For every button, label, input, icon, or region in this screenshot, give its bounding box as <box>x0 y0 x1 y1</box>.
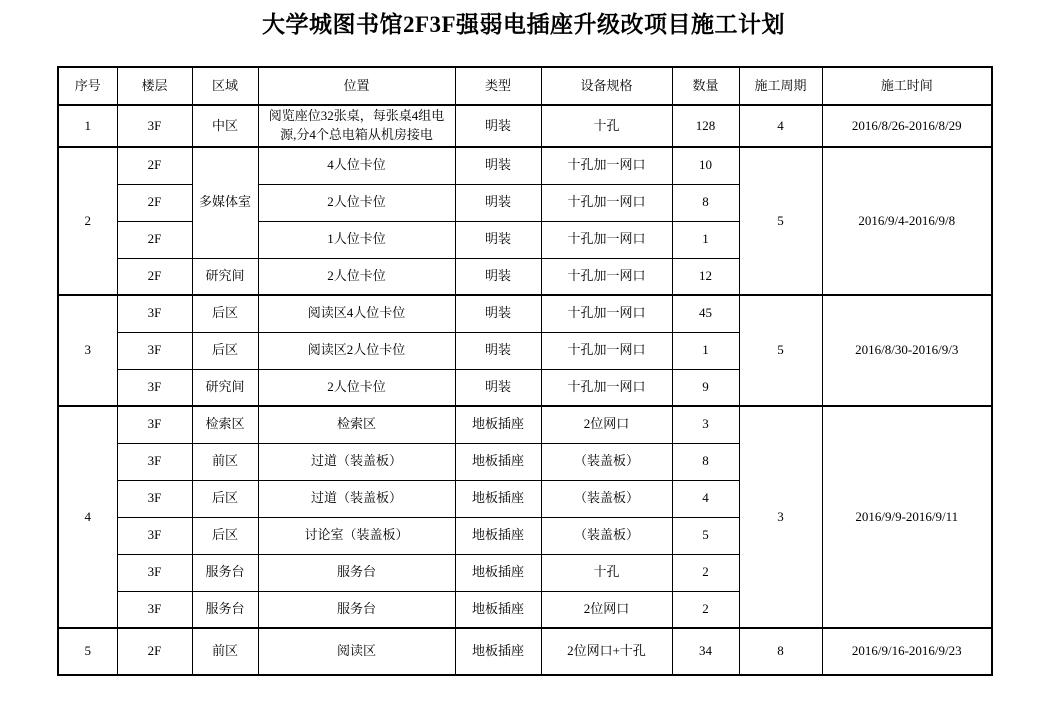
spec-cell: 十孔加一网口 <box>541 369 672 406</box>
floor-cell: 2F <box>117 628 192 675</box>
table-row <box>58 628 992 675</box>
table-row <box>58 105 992 147</box>
quantity-cell: 1 <box>672 332 739 369</box>
quantity-cell: 2 <box>672 591 739 628</box>
area-cell: 服务台 <box>192 591 258 628</box>
location-cell: 2人位卡位 <box>258 369 455 406</box>
table-row <box>58 406 992 443</box>
quantity-cell: 5 <box>672 517 739 554</box>
location-cell: 讨论室（装盖板） <box>258 517 455 554</box>
quantity-cell: 2 <box>672 554 739 591</box>
spec-cell: 十孔加一网口 <box>541 332 672 369</box>
floor-cell: 2F <box>117 184 192 221</box>
period-cell: 5 <box>739 147 822 295</box>
area-cell: 多媒体室 <box>192 147 258 258</box>
type-cell: 地板插座 <box>455 480 541 517</box>
spec-cell: 十孔 <box>541 105 672 147</box>
type-cell: 地板插座 <box>455 628 541 675</box>
spec-cell: （装盖板） <box>541 443 672 480</box>
floor-cell: 3F <box>117 332 192 369</box>
floor-cell: 3F <box>117 480 192 517</box>
spec-cell: 十孔加一网口 <box>541 295 672 332</box>
header-row <box>58 67 992 105</box>
area-cell: 前区 <box>192 443 258 480</box>
area-cell: 检索区 <box>192 406 258 443</box>
column-header-2: 区域 <box>192 67 258 105</box>
floor-cell: 3F <box>117 591 192 628</box>
type-cell: 明装 <box>455 221 541 258</box>
area-cell: 前区 <box>192 628 258 675</box>
floor-cell: 3F <box>117 554 192 591</box>
area-cell: 后区 <box>192 480 258 517</box>
type-cell: 明装 <box>455 258 541 295</box>
floor-cell: 2F <box>117 147 192 184</box>
location-cell: 1人位卡位 <box>258 221 455 258</box>
quantity-cell: 34 <box>672 628 739 675</box>
area-cell: 后区 <box>192 332 258 369</box>
area-cell: 后区 <box>192 517 258 554</box>
quantity-cell: 45 <box>672 295 739 332</box>
column-header-4: 类型 <box>455 67 541 105</box>
construction-plan-table <box>57 66 993 676</box>
quantity-cell: 10 <box>672 147 739 184</box>
type-cell: 明装 <box>455 369 541 406</box>
serial-cell: 2 <box>58 147 117 295</box>
time-cell: 2016/8/26-2016/8/29 <box>822 105 992 147</box>
area-cell: 后区 <box>192 295 258 332</box>
location-cell: 过道（装盖板） <box>258 480 455 517</box>
spec-cell: 十孔加一网口 <box>541 221 672 258</box>
period-cell: 4 <box>739 105 822 147</box>
type-cell: 地板插座 <box>455 443 541 480</box>
period-cell: 3 <box>739 406 822 628</box>
quantity-cell: 128 <box>672 105 739 147</box>
floor-cell: 3F <box>117 295 192 332</box>
location-cell: 2人位卡位 <box>258 184 455 221</box>
type-cell: 明装 <box>455 332 541 369</box>
column-header-7: 施工周期 <box>739 67 822 105</box>
type-cell: 地板插座 <box>455 591 541 628</box>
column-header-0: 序号 <box>58 67 117 105</box>
time-cell: 2016/8/30-2016/9/3 <box>822 295 992 406</box>
location-cell: 阅读区 <box>258 628 455 675</box>
area-cell: 研究间 <box>192 258 258 295</box>
quantity-cell: 8 <box>672 443 739 480</box>
type-cell: 明装 <box>455 105 541 147</box>
time-cell: 2016/9/16-2016/9/23 <box>822 628 992 675</box>
location-cell: 4人位卡位 <box>258 147 455 184</box>
location-cell: 过道（装盖板） <box>258 443 455 480</box>
type-cell: 明装 <box>455 184 541 221</box>
table-row <box>58 147 992 184</box>
column-header-6: 数量 <box>672 67 739 105</box>
area-cell: 服务台 <box>192 554 258 591</box>
spec-cell: （装盖板） <box>541 480 672 517</box>
floor-cell: 2F <box>117 258 192 295</box>
quantity-cell: 9 <box>672 369 739 406</box>
quantity-cell: 12 <box>672 258 739 295</box>
location-cell: 阅读区2人位卡位 <box>258 332 455 369</box>
location-cell: 检索区 <box>258 406 455 443</box>
table-body <box>58 105 992 675</box>
quantity-cell: 1 <box>672 221 739 258</box>
spec-cell: （装盖板） <box>541 517 672 554</box>
serial-cell: 4 <box>58 406 117 628</box>
spec-cell: 十孔加一网口 <box>541 184 672 221</box>
floor-cell: 3F <box>117 517 192 554</box>
floor-cell: 2F <box>117 221 192 258</box>
location-cell: 2人位卡位 <box>258 258 455 295</box>
period-cell: 8 <box>739 628 822 675</box>
column-header-1: 楼层 <box>117 67 192 105</box>
location-cell: 阅览座位32张桌，每张桌4组电源,分4个总电箱从机房接电 <box>258 105 455 147</box>
time-cell: 2016/9/9-2016/9/11 <box>822 406 992 628</box>
period-cell: 5 <box>739 295 822 406</box>
spec-cell: 十孔加一网口 <box>541 258 672 295</box>
type-cell: 明装 <box>455 147 541 184</box>
spec-cell: 十孔加一网口 <box>541 147 672 184</box>
location-cell: 服务台 <box>258 591 455 628</box>
spec-cell: 2位网口 <box>541 591 672 628</box>
page-title: 大学城图书馆2F3F强弱电插座升级改项目施工计划 <box>261 12 786 37</box>
type-cell: 地板插座 <box>455 517 541 554</box>
floor-cell: 3F <box>117 443 192 480</box>
quantity-cell: 3 <box>672 406 739 443</box>
floor-cell: 3F <box>117 406 192 443</box>
column-header-5: 设备规格 <box>541 67 672 105</box>
location-cell: 服务台 <box>258 554 455 591</box>
quantity-cell: 8 <box>672 184 739 221</box>
table-row <box>58 295 992 332</box>
type-cell: 地板插座 <box>455 554 541 591</box>
spec-cell: 2位网口 <box>541 406 672 443</box>
spec-cell: 2位网口+十孔 <box>541 628 672 675</box>
area-cell: 中区 <box>192 105 258 147</box>
type-cell: 地板插座 <box>455 406 541 443</box>
type-cell: 明装 <box>455 295 541 332</box>
floor-cell: 3F <box>117 105 192 147</box>
location-cell: 阅读区4人位卡位 <box>258 295 455 332</box>
serial-cell: 1 <box>58 105 117 147</box>
column-header-8: 施工时间 <box>822 67 992 105</box>
area-cell: 研究间 <box>192 369 258 406</box>
serial-cell: 3 <box>58 295 117 406</box>
floor-cell: 3F <box>117 369 192 406</box>
column-header-3: 位置 <box>258 67 455 105</box>
quantity-cell: 4 <box>672 480 739 517</box>
time-cell: 2016/9/4-2016/9/8 <box>822 147 992 295</box>
spec-cell: 十孔 <box>541 554 672 591</box>
serial-cell: 5 <box>58 628 117 675</box>
